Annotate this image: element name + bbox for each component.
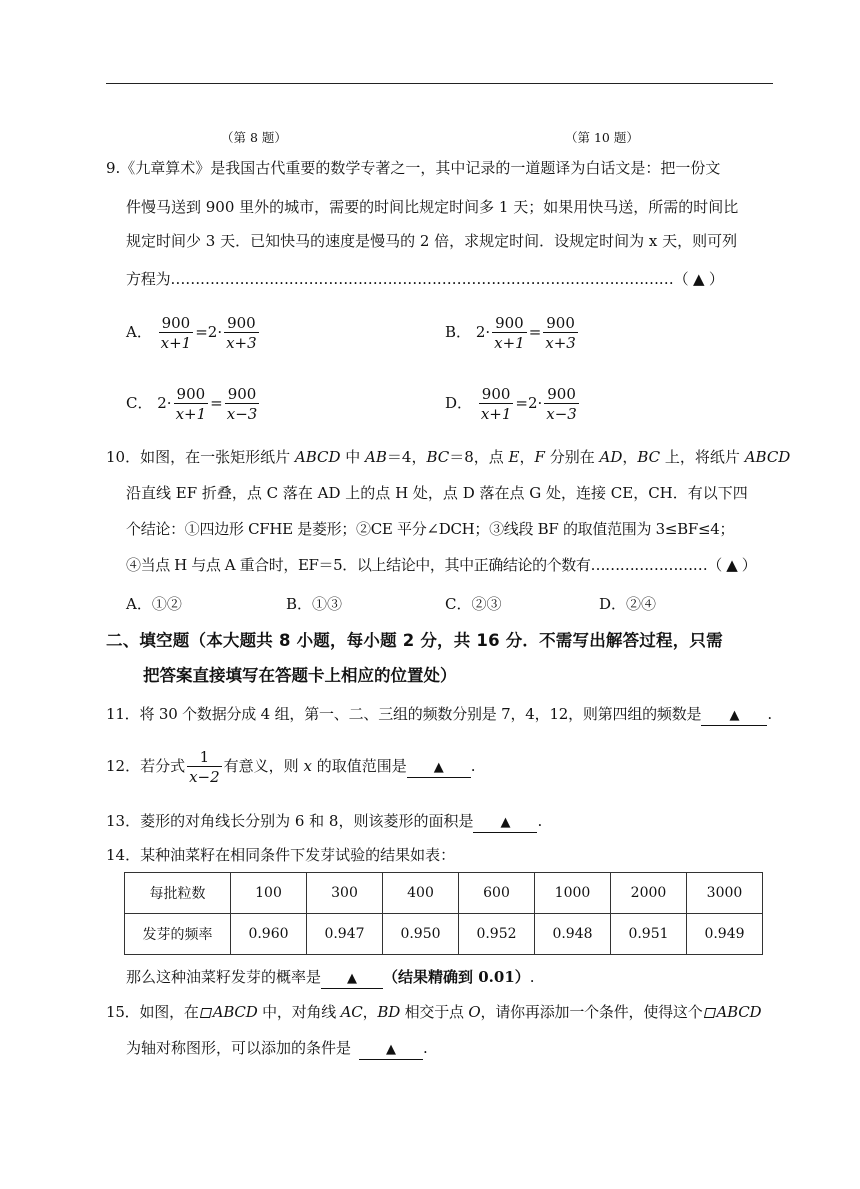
row-header: 发芽的频率: [125, 914, 231, 955]
coefficient: 2·: [475, 323, 491, 341]
option-label: B．: [445, 323, 472, 341]
q10-line-3: 个结论：①四边形 CFHE 是菱形；②CE 平分∠DCH；③线段 BF 的取值范围为 3≤BF≤4；: [126, 520, 735, 538]
q10-line-4: ④当点 H 与点 A 重合时，EF＝5．以上结论中，其中正确结论的个数有……………………（ ▲ ）: [126, 556, 757, 574]
answer-blank[interactable]: ▲: [321, 968, 383, 989]
q9-option-a[interactable]: [126, 310, 261, 354]
table-cell: 2000: [611, 873, 687, 914]
question-11: 11．将 30 个数据分成 4 组，第一、二、三组的频数分别是 7，4，12，则第四组的频数是 ▲ .: [106, 704, 772, 726]
coefficient: 2·: [157, 394, 172, 412]
table-row: [125, 873, 763, 914]
option-label: D．: [445, 394, 473, 412]
parallelogram-symbol-icon: [703, 1008, 715, 1018]
table-row: [125, 914, 763, 955]
table-cell: 0.949: [687, 914, 763, 955]
answer-blank[interactable]: ▲: [359, 1039, 423, 1060]
q9-option-d[interactable]: [445, 381, 581, 425]
table-cell: 400: [383, 873, 459, 914]
operator: =: [528, 323, 542, 341]
fraction-right: $\frac{900}{x+3}$: [226, 313, 257, 352]
table-cell: 1000: [535, 873, 611, 914]
operator: =: [210, 394, 223, 412]
q9-line-3: 规定时间少 3 天．已知快马的速度是慢马的 2 倍，求规定时间．设规定时间为 x 天，则可列: [126, 232, 738, 250]
question-15-line-1: 15．如图，在 ABCD 中，对角线 AC，BD 相交于点 O，请你再添加一个条件，使得这个 ABCD: [106, 1003, 762, 1021]
table-cell: 0.948: [535, 914, 611, 955]
answer-blank[interactable]: ▲: [407, 757, 471, 778]
question-15-line-2: 为轴对称图形，可以添加的条件是 ▲ .: [126, 1038, 428, 1060]
figure-10-caption: （第 10 题）: [565, 130, 639, 145]
table-cell: 0.951: [611, 914, 687, 955]
section-2-heading-line-2: 把答案直接填写在答题卡上相应的位置处）: [143, 666, 457, 685]
fraction-left: $\frac{900}{x+1}$: [175, 384, 207, 423]
q10-line-2: 沿直线 EF 折叠，点 C 落在 AD 上的点 H 处，点 D 落在点 G 处，连接 CE，CH．有以下四: [126, 484, 748, 502]
table-cell: 0.960: [231, 914, 307, 955]
header-rule: [106, 83, 773, 84]
answer-blank[interactable]: ▲: [473, 812, 537, 833]
question-14: 14．某种油菜籽在相同条件下发芽试验的结果如表：: [106, 846, 456, 864]
q10-option-a[interactable]: A．①②: [126, 595, 182, 613]
table-cell: 300: [307, 873, 383, 914]
answer-blank[interactable]: ▲: [701, 705, 767, 726]
table-cell: 0.947: [307, 914, 383, 955]
q9-line-4: 方程为…………………………………………………………………………………………（ ▲ ）: [126, 270, 724, 288]
option-label: C．: [126, 394, 153, 412]
fraction-left: $\frac{900}{x+1}$: [480, 384, 512, 423]
q9-option-c[interactable]: [126, 381, 261, 425]
table-cell: 100: [231, 873, 307, 914]
fraction-right: $\frac{900}{x+3}$: [545, 313, 576, 352]
table-cell: 0.950: [383, 914, 459, 955]
q9-line-1: 9.《九章算术》是我国古代重要的数学专著之一，其中记录的一道题译为白话文是：把一份文: [106, 159, 721, 177]
question-14-answer-line: 那么这种油菜籽发芽的概率是 ▲ （结果精确到 0.01）.: [126, 967, 535, 989]
row-header: 每批粒数: [125, 873, 231, 914]
table-cell: 3000: [687, 873, 763, 914]
operator: =2·: [515, 394, 543, 412]
fraction-left: $\frac{900}{x+1}$: [494, 313, 525, 352]
germination-table: [124, 872, 763, 955]
q10-option-c[interactable]: C．②③: [445, 595, 502, 613]
q10-option-b[interactable]: B．①③: [286, 595, 343, 613]
q10-option-d[interactable]: D．②④: [599, 595, 657, 613]
fraction-left: $\frac{900}{x+1}$: [160, 313, 192, 352]
question-12: 12．若分式 $\frac{1}{x-2}$ 有意义，则 x 的取值范围是 ▲ .: [106, 747, 476, 786]
table-cell: 0.952: [459, 914, 535, 955]
fraction-right: $\frac{900}{x-3}$: [546, 384, 577, 423]
q10-line-1: 10．如图，在一张矩形纸片 ABCD 中 AB＝4，BC＝8，点 E，F 分别在 AD，BC 上，将纸片 ABCD: [106, 448, 791, 466]
question-13: 13．菱形的对角线长分别为 6 和 8，则该菱形的面积是 ▲ .: [106, 811, 542, 833]
figure-8-caption: （第 8 题）: [221, 130, 287, 145]
q9-line-2: 件慢马送到 900 里外的城市，需要的时间比规定时间多 1 天；如果用快马送，所需的时间比: [126, 198, 739, 216]
fraction-right: $\frac{900}{x-3}$: [226, 384, 258, 423]
section-2-heading-line-1: 二、填空题（本大题共 8 小题，每小题 2 分，共 16 分．不需写出解答过程，只需: [106, 631, 723, 650]
q9-option-b[interactable]: [445, 310, 580, 354]
operator: =2·: [195, 323, 223, 341]
fraction: $\frac{1}{x-2}$: [189, 747, 220, 786]
option-label: A．: [126, 323, 152, 341]
parallelogram-symbol-icon: [200, 1008, 212, 1018]
table-cell: 600: [459, 873, 535, 914]
